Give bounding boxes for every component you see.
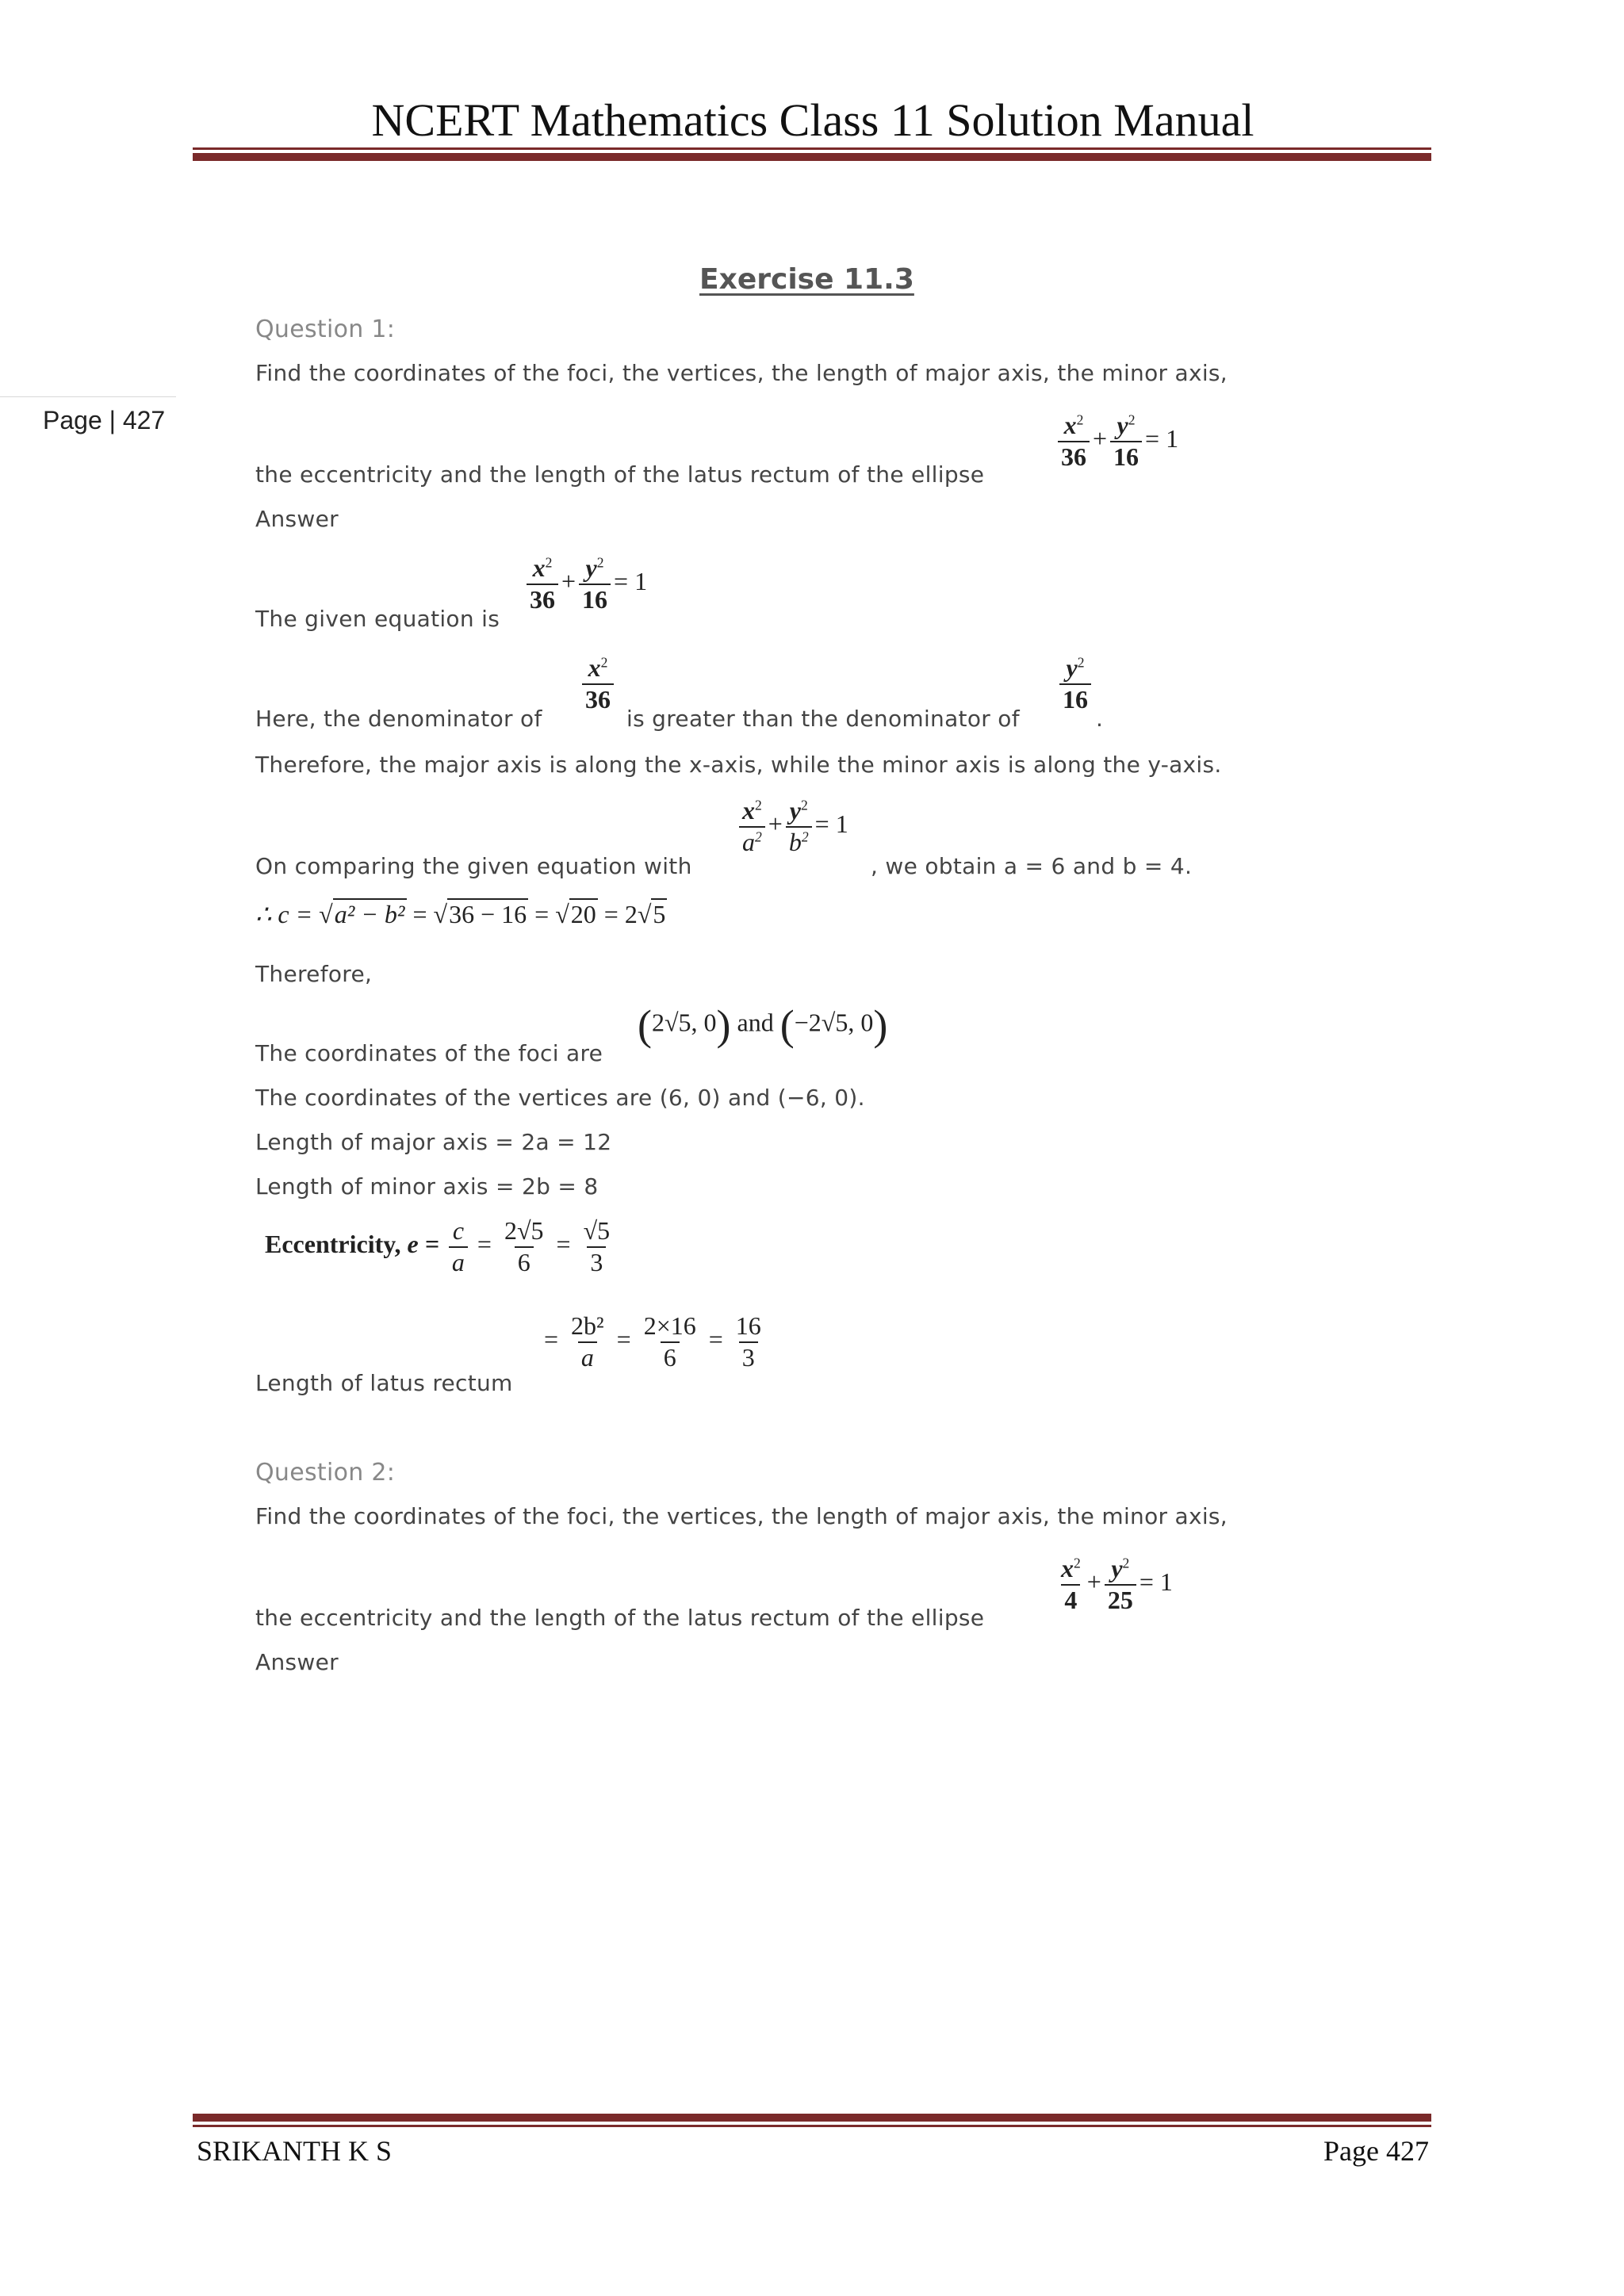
comparing-text-a: On comparing the given equation with bbox=[255, 853, 692, 879]
therefore-text: Therefore, bbox=[255, 961, 373, 987]
ellipse-equation-q1: $\frac{x^2}{36}$ + $\frac{y^2}{16}$ = 1 bbox=[1055, 412, 1178, 470]
question-1-heading: Question 1: bbox=[255, 316, 396, 343]
page-header-title: NCERT Mathematics Class 11 Solution Manual bbox=[371, 94, 1254, 146]
vertices-text: The coordinates of the vertices are (6, 0) and (−6, 0). bbox=[255, 1085, 865, 1111]
question-1-line-2: the eccentricity and the length of the latus rectum of the ellipse bbox=[255, 461, 985, 488]
eccentricity-calculation: Eccentricity, e = $\frac{c}{a}$ = $\frac{2√5}{6}$ = $\frac{√5}{3}$ bbox=[265, 1216, 611, 1276]
here-text-c: . bbox=[1096, 706, 1104, 732]
foci-text: The coordinates of the foci are bbox=[255, 1040, 603, 1066]
header-rule bbox=[193, 147, 1431, 161]
major-axis-length: Length of major axis = 2a = 12 bbox=[255, 1129, 612, 1155]
question-2-line-1: Find the coordinates of the foci, the vertices, the length of major axis, the minor axis, bbox=[255, 1503, 1228, 1529]
exercise-title: Exercise 11.3 bbox=[699, 263, 914, 296]
ellipse-equation-q2: $\frac{x^2}{4}$ + $\frac{y^2}{25}$ = 1 bbox=[1061, 1554, 1173, 1614]
denominator-y-fraction: $\frac{y^2}{16}$ bbox=[1056, 655, 1094, 713]
standard-ellipse-equation: $\frac{x^2}{a^2}$ + $\frac{y^2}{b^2}$ = 1 bbox=[736, 798, 848, 855]
given-equation: $\frac{x^2}{36}$ + $\frac{y^2}{16}$ = 1 bbox=[523, 555, 647, 613]
denominator-x-fraction: $\frac{x^2}{36}$ bbox=[579, 655, 617, 713]
footer-page-number: Page 427 bbox=[1323, 2135, 1429, 2167]
footer-author: SRIKANTH K S bbox=[197, 2135, 393, 2167]
question-2-heading: Question 2: bbox=[255, 1459, 396, 1487]
given-equation-text: The given equation is bbox=[255, 606, 500, 632]
latus-rectum-text: Length of latus rectum bbox=[255, 1370, 513, 1396]
c-calculation: ∴ c = √a² − b² = √36 − 16 = √20 = 2√5 bbox=[255, 900, 666, 928]
footer-rule bbox=[193, 2114, 1431, 2127]
side-divider bbox=[0, 396, 176, 397]
here-text-a: Here, the denominator of bbox=[255, 706, 542, 732]
side-page-label: Page | 427 bbox=[43, 406, 166, 434]
answer-label-2: Answer bbox=[255, 1649, 339, 1675]
answer-label-1: Answer bbox=[255, 506, 339, 532]
comparing-text-b: , we obtain a = 6 and b = 4. bbox=[871, 853, 1193, 879]
question-1-line-1: Find the coordinates of the foci, the vertices, the length of major axis, the minor axis, bbox=[255, 360, 1228, 386]
minor-axis-length: Length of minor axis = 2b = 8 bbox=[255, 1173, 599, 1200]
foci-coordinates: (2√5, 0) and (−2√5, 0) bbox=[638, 1001, 888, 1049]
major-axis-along-text: Therefore, the major axis is along the x-axis, while the minor axis is along the y-axis. bbox=[255, 752, 1222, 778]
here-text-b: is greater than the denominator of bbox=[626, 706, 1020, 732]
question-2-line-2: the eccentricity and the length of the latus rectum of the ellipse bbox=[255, 1605, 985, 1631]
latus-rectum-calculation: = $\frac{\text{2b²}}{a}$ = $\frac{2\times 16}{6}$ = $\frac{16}{3}$ bbox=[544, 1311, 761, 1372]
